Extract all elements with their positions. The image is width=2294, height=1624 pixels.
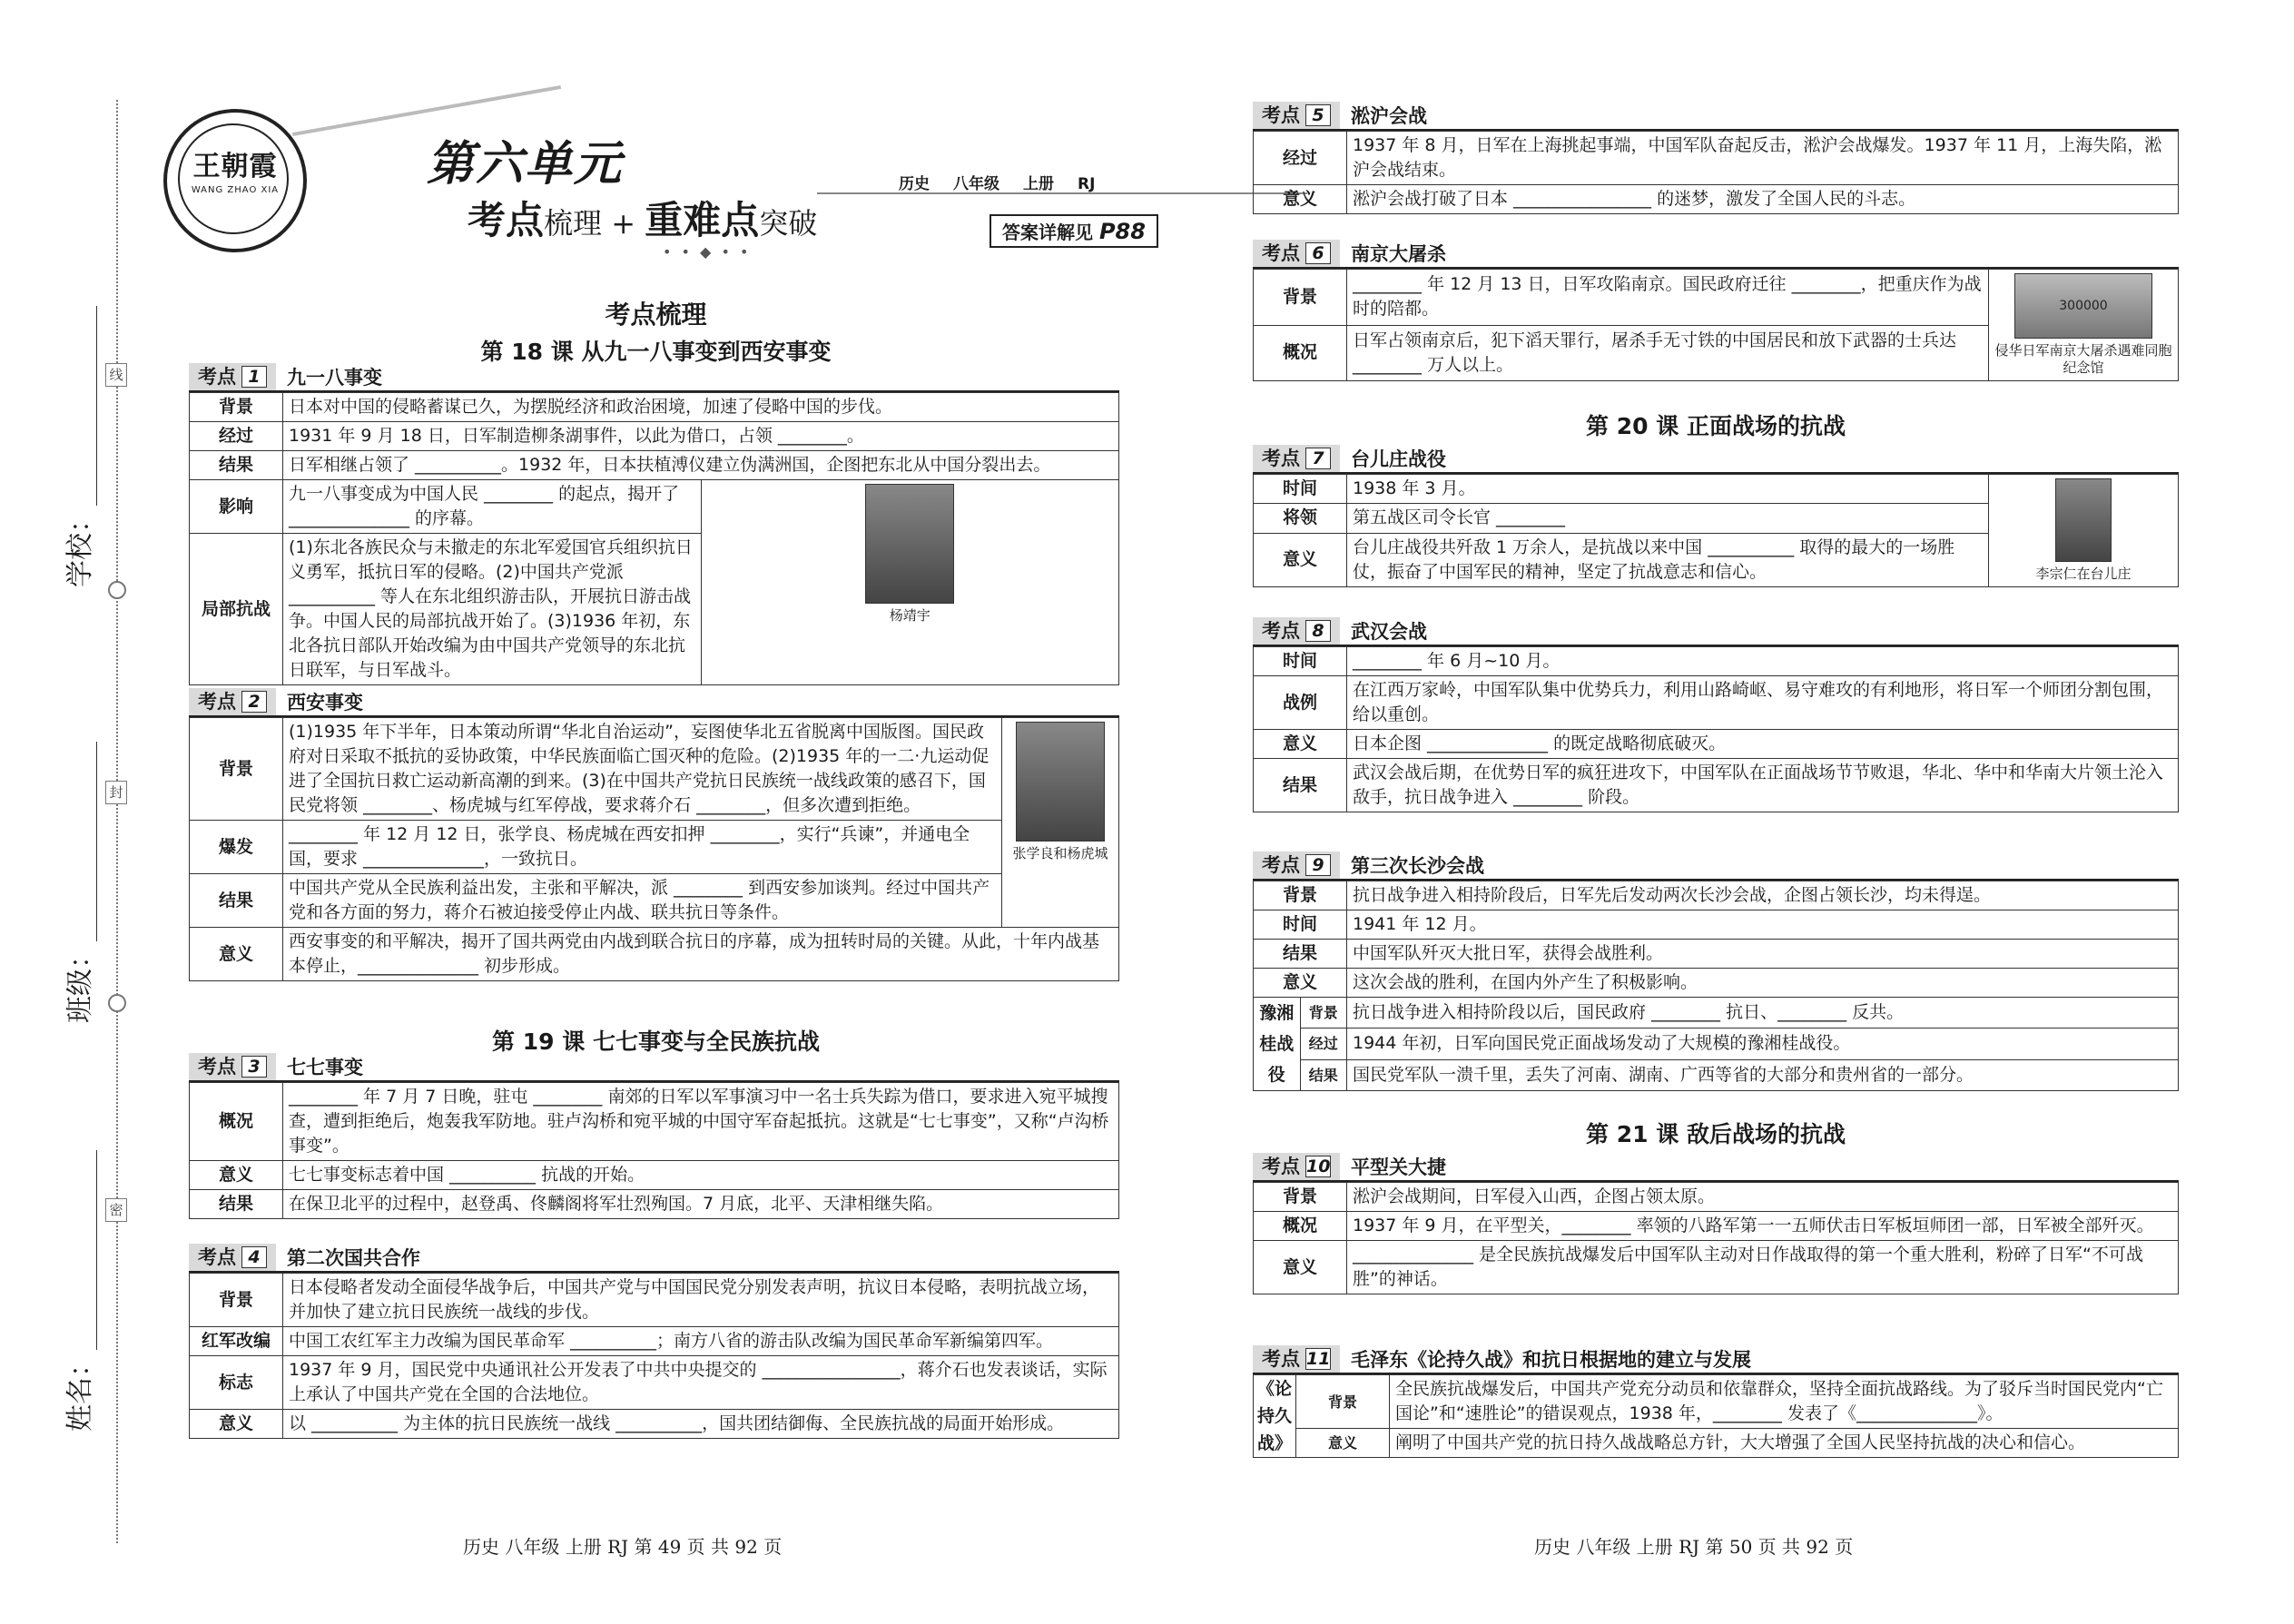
- kp-2: 考点 2 西安事变 背景 (1)1935 年下半年，日本策动所谓“华北自治运动”，妄图使华北五省脱离中国版图。国民政府对日采取不抵抗的妥协政策，中华民族面临亡国灭种的危险。(2)1935 年的一二·九运动促进了全国抗日救亡运动新高潮的到来。(3)在中国共产党抗日民族统一战线政策的感召下，国民党将领 ________、杨虎城与红军停战，要求蒋介石 ________，但多次遭到拒绝。 张学良和杨虎城 爆发 ________ 年 12 月 12 日，张学良、杨虎城在西安扣押 ________，实行“兵谏”，并通电全国，要求 ______________，一致抗日。 结果 中国共产党从全民族利益出发，主张和平解决，派 ________ 到西安参加谈判。经过中国共产党和各方面的努力，蒋介石被迫接受停止内战、联共抗日等条件。 意义 西安事变的和平解决，揭开了国共两党由内战到联合抗日的序幕，成为扭转时局的关键。从此，十年内战基本停止，______________ 初步形成。: [189, 688, 1119, 981]
- kp-10-title: 平型关大捷: [1351, 1156, 1446, 1178]
- kp-3-table: 概况 ________ 年 7 月 7 日晚，驻屯 ________ 南郊的日军以军事演习中一名士兵失踪为借口，要求进入宛平城搜查，遭到拒绝后，炮轰我军防地。驻卢沟桥和宛平城的中国守军奋起抵抗。这就是“七七事变”，又称“卢沟桥事变”。 意义 七七事变标志着中国 __________ 抗战的开始。 结果 在保卫北平的过程中，赵登禹、佟麟阁将军壮烈殉国。7 月底，北平、天津相继失陷。: [189, 1082, 1119, 1219]
- kp-8-table: 时间 ________ 年 6 月~10 月。 战例 在江西万家岭，中国军队集中优势兵力，利用山路崎岖、易守难攻的有利地形，将日军一个师团分割包围，给以重创。 意义 日本企图 ______________ 的既定战略彻底破灭。 结果 武汉会战后期，在优势日军的疯狂进攻下，中国军队在正面战场节节败退，华北、华中和华南大片领土沦入敌手，抗日战争进入 ________ 阶段。: [1253, 646, 2179, 812]
- kp-11-table: 《论持久战》 背景 全民族抗战爆发后，中国共产党充分动员和依靠群众，坚持全面抗战路线。为了驳斥当时国民党内“亡国论”和“速胜论”的错误观点，1938 年，________ 发表了《______________》。 意义 阐明了中国共产党的抗日持久战战略总方针，大大增强了全国人民坚持抗战的决心和信心。: [1253, 1374, 2179, 1458]
- binding-margin: [0, 0, 136, 1624]
- kp-7-title: 台儿庄战役: [1351, 448, 1446, 470]
- kp-2-table: 背景 (1)1935 年下半年，日本策动所谓“华北自治运动”，妄图使华北五省脱离中国版图。国民政府对日采取不抵抗的妥协政策，中华民族面临亡国灭种的危险。(2)1935 年的一二·九运动促进了全国抗日救亡运动新高潮的到来。(3)在中国共产党抗日民族统一战线政策的感召下，国民党将领 ________、杨虎城与红军停战，要求蒋介石 ________，但多次遭到拒绝。 张学良和杨虎城 爆发 ________ 年 12 月 12 日，张学良、杨虎城在西安扣押 ________，实行“兵谏”，并通电全国，要求 ______________，一致抗日。 结果 中国共产党从全民族利益出发，主张和平解决，派 ________ 到西安参加谈判。经过中国共产党和各方面的努力，蒋介石被迫接受停止内战、联共抗日等条件。 意义 西安事变的和平解决，揭开了国共两党由内战到联合抗日的序幕，成为扭转时局的关键。从此，十年内战基本停止，______________ 初步形成。: [189, 717, 1119, 981]
- kp-3-title: 七七事变: [287, 1057, 363, 1078]
- photo-yang-jingyu: 杨靖宇: [701, 480, 1119, 685]
- lesson-19-title: 第 19 课 七七事变与全民族抗战: [492, 1029, 820, 1055]
- kp-9: 考点 9 第三次长沙会战 背景 抗日战争进入相持阶段后，日军先后发动两次长沙会战，企图占领长沙，均未得逞。 时间 1941 年 12 月。 结果 中国军队歼灭大批日军，获得会战胜利。 意义 这次会战的胜利，在国内外产生了积极影响。 豫湘桂战役 背景 抗日战争进入相持阶段以后，国民政府 ________ 抗日、________ 反共。 经过 1944 年初，日军向国民党正面战场发动了大规模的豫湘桂战役。 结果 国民党军队一溃千里，丢失了河南、湖南、广西等省的大部分和贵州省的一部分。: [1253, 851, 2179, 1091]
- binding-dotted-line: [116, 100, 118, 1543]
- kp-7-table: 时间 1938 年 3 月。 李宗仁在台儿庄 将领 第五战区司令长官 ________ 意义 台儿庄战役共歼敌 1 万余人，是抗战以来中国 __________ 取得的最大的一场胜仗，振奋了中国军民的精神，坚定了抗战意志和信心。: [1253, 474, 2179, 587]
- photo-li-zongren: 李宗仁在台儿庄: [1989, 475, 2179, 587]
- binding-circle-1: [108, 581, 126, 599]
- brand-logo: 王朝霞 WANG ZHAO XIA: [163, 109, 307, 252]
- name-field: 姓名：: [57, 1150, 97, 1432]
- class-field: 班级：: [57, 742, 97, 1023]
- kp-4-title: 第二次国共合作: [287, 1247, 420, 1269]
- kp-11-title: 毛泽东《论持久战》和抗日根据地的建立与发展: [1351, 1349, 1751, 1371]
- dots-decoration: • • ◆ • •: [663, 243, 752, 261]
- photo-zhang-yang: 张学良和杨虎城: [1002, 718, 1119, 928]
- kp-6-title: 南京大屠杀: [1351, 243, 1446, 265]
- kp-8-title: 武汉会战: [1351, 621, 1427, 643]
- kp-5-table: 经过 1937 年 8 月，日军在上海挑起事端，中国军队奋起反击，淞沪会战爆发。1937 年 11 月，上海失陷，淞沪会战结束。 意义 淞沪会战打破了日本 ________________ 的迷梦，激发了全国人民的斗志。: [1253, 131, 2179, 214]
- kp-8: 考点 8 武汉会战 时间 ________ 年 6 月~10 月。 战例 在江西万家岭，中国军队集中优势兵力，利用山路崎岖、易守难攻的有利地形，将日军一个师团分割包围，给以重创。 意义 日本企图 ______________ 的既定战略彻底破灭。 结果 武汉会战后期，在优势日军的疯狂进攻下，中国军队在正面战场节节败退，华北、华中和华南大片领土沦入敌手，抗日战争进入 ________ 阶段。: [1253, 617, 2179, 812]
- kp-5-title: 淞沪会战: [1351, 105, 1427, 127]
- unit-title: 第六单元: [427, 136, 624, 192]
- kp-7: 考点 7 台儿庄战役 时间 1938 年 3 月。 李宗仁在台儿庄 将领 第五战区司令长官 ________ 意义 台儿庄战役共歼敌 1 万余人，是抗战以来中国 __________ 取得的最大的一场胜仗，振奋了中国军民的精神，坚定了抗战意志和信心。: [1253, 445, 2179, 587]
- footer-right: 历史 八年级 上册 RJ 第 50 页 共 92 页: [1534, 1536, 1854, 1558]
- lesson-21-title: 第 21 课 敌后战场的抗战: [1586, 1121, 1846, 1147]
- kp-2-title: 西安事变: [287, 692, 363, 714]
- answer-reference: 答案详解见 P88: [989, 214, 1158, 248]
- photo-nanjing-memorial: 300000 侵华日军南京大屠杀遇难同胞纪念馆: [1989, 270, 2179, 381]
- book-meta: 历史 八年级 上册 RJ: [899, 175, 1096, 193]
- kp-6: 考点 6 南京大屠杀 背景 ________ 年 12 月 13 日，日军攻陷南京。国民政府迁往 ________，把重庆作为战时的陪都。 300000 侵华日军南京大屠杀遇难同胞纪念馆 概况 日军占领南京后，犯下滔天罪行，屠杀手无寸铁的中国居民和放下武器的士兵达 ________ 万人以上。: [1253, 240, 2179, 381]
- page-header: [154, 91, 1157, 272]
- kp-6-table: 背景 ________ 年 12 月 13 日，日军攻陷南京。国民政府迁往 ________，把重庆作为战时的陪都。 300000 侵华日军南京大屠杀遇难同胞纪念馆 概况 日军占领南京后，犯下滔天罪行，屠杀手无寸铁的中国居民和放下武器的士兵达 ________ 万人以上。: [1253, 269, 2179, 381]
- kp-9-title: 第三次长沙会战: [1351, 855, 1484, 877]
- kp-1: 考点 1 九一八事变 背景 日本对中国的侵略蓄谋已久，为摆脱经济和政治困境，加速了侵略中国的步伐。 经过 1931 年 9 月 18 日，日军制造柳条湖事件，以此为借口，占领 ________。 结果 日军相继占领了 __________。1932 年，日本扶植溥仪建立伪满洲国，企图把东北从中国分裂出去。 影响 九一八事变成为中国人民 ________ 的起点，揭开了 ______________ 的序幕。 杨靖宇 局部抗战 (1)东北各族民众与未撤走的东北军爱国官兵组织抗日义勇军，抵抗日军的侵略。(2)中国共产党派 __________ 等人在东北组织游击队，开展抗日游击战争。中国人民的局部抗战开始了。(3)1936 年初，东北各抗日部队开始改编为由中国共产党领导的东北抗日联军，与日军战斗。: [189, 363, 1119, 685]
- kp-10: 考点 10 平型关大捷 背景 淞沪会战期间，日军侵入山西，企图占领太原。 概况 1937 年 9 月，在平型关，________ 率领的八路军第一一五师伏击日军板垣师团一部，日军被全部歼灭。 意义 ______________ 是全民族抗战爆发后中国军队主动对日作战取得的第一个重大胜利，粉碎了日军“不可战胜”的神话。: [1253, 1153, 2179, 1294]
- kp-1-table: 背景 日本对中国的侵略蓄谋已久，为摆脱经济和政治困境，加速了侵略中国的步伐。 经过 1931 年 9 月 18 日，日军制造柳条湖事件，以此为借口，占领 ________。 结果 日军相继占领了 __________。1932 年，日本扶植溥仪建立伪满洲国，企图把东北从中国分裂出去。 影响 九一八事变成为中国人民 ________ 的起点，揭开了 ______________ 的序幕。 杨靖宇 局部抗战 (1)东北各族民众与未撤走的东北军爱国官兵组织抗日义勇军，抵抗日军的侵略。(2)中国共产党派 __________ 等人在东北组织游击队，开展抗日游击战争。中国人民的局部抗战开始了。(3)1936 年初，东北各抗日部队开始改编为由中国共产党领导的东北抗日联军，与日军战斗。: [189, 392, 1119, 685]
- kp-4: 考点 4 第二次国共合作 背景 日本侵略者发动全面侵华战争后，中国共产党与中国国民党分别发表声明，抗议日本侵略，表明抗战立场，并加快了建立抗日民族统一战线的步伐。 红军改编 中国工农红军主力改编为国民革命军 __________；南方八省的游击队改编为国民革命军新编第四军。 标志 1937 年 9 月，国民党中央通讯社公开发表了中共中央提交的 ________________，蒋介石也发表谈话，实际上承认了中国共产党在全国的合法地位。 意义 以 __________ 为主体的抗日民族统一战线 __________，国共团结御侮、全民族抗战的局面开始形成。: [189, 1244, 1119, 1439]
- kp-4-table: 背景 日本侵略者发动全面侵华战争后，中国共产党与中国国民党分别发表声明，抗议日本侵略，表明抗战立场，并加快了建立抗日民族统一战线的步伐。 红军改编 中国工农红军主力改编为国民革命军 __________；南方八省的游击队改编为国民革命军新编第四军。 标志 1937 年 9 月，国民党中央通讯社公开发表了中共中央提交的 ________________，蒋介石也发表谈话，实际上承认了中国共产党在全国的合法地位。 意义 以 __________ 为主体的抗日民族统一战线 __________，国共团结御侮、全民族抗战的局面开始形成。: [189, 1273, 1119, 1439]
- yuxianggui-label: 豫湘桂战役: [1254, 998, 1301, 1091]
- kp-11: 考点 11 毛泽东《论持久战》和抗日根据地的建立与发展 《论持久战》 背景 全民族抗战爆发后，中国共产党充分动员和依靠群众，坚持全面抗战路线。为了驳斥当时国民党内“亡国论”和“速胜论”的错误观点，1938 年，________ 发表了《______________》。 意义 阐明了中国共产党的抗日持久战战略总方针，大大增强了全国人民坚持抗战的决心和信心。: [1253, 1345, 2179, 1458]
- binding-mark-feng: 封: [105, 781, 127, 804]
- binding-mark-xian: 线: [105, 363, 127, 387]
- footer-left: 历史 八年级 上册 RJ 第 49 页 共 92 页: [463, 1536, 783, 1558]
- kp-1-title: 九一八事变: [287, 367, 382, 389]
- binding-circle-2: [108, 994, 126, 1012]
- section-title: 考点梳理: [605, 300, 707, 330]
- lun-chijiuzhan-label: 《论持久战》: [1254, 1375, 1296, 1458]
- kp-3: 考点 3 七七事变 概况 ________ 年 7 月 7 日晚，驻屯 ________ 南郊的日军以军事演习中一名士兵失踪为借口，要求进入宛平城搜查，遭到拒绝后，炮轰我军防地。驻卢沟桥和宛平城的中国守军奋起抵抗。这就是“七七事变”，又称“卢沟桥事变”。 意义 七七事变标志着中国 __________ 抗战的开始。 结果 在保卫北平的过程中，赵登禹、佟麟阁将军壮烈殉国。7 月底，北平、天津相继失陷。: [189, 1053, 1119, 1219]
- kp-10-table: 背景 淞沪会战期间，日军侵入山西，企图占领太原。 概况 1937 年 9 月，在平型关，________ 率领的八路军第一一五师伏击日军板垣师团一部，日军被全部歼灭。 意义 ______________ 是全民族抗战爆发后中国军队主动对日作战取得的第一个重大胜利，粉碎了日军“不可战胜”的神话。: [1253, 1182, 2179, 1294]
- lesson-18-title: 第 18 课 从九一八事变到西安事变: [480, 339, 832, 365]
- binding-mark-mi: 密: [105, 1198, 127, 1222]
- unit-subtitle: 考点梳理 + 重难点突破: [468, 198, 818, 242]
- lesson-20-title: 第 20 课 正面战场的抗战: [1586, 413, 1846, 439]
- kp-9-table: 背景 抗日战争进入相持阶段后，日军先后发动两次长沙会战，企图占领长沙，均未得逞。 时间 1941 年 12 月。 结果 中国军队歼灭大批日军，获得会战胜利。 意义 这次会战的胜利，在国内外产生了积极影响。 豫湘桂战役 背景 抗日战争进入相持阶段以后，国民政府 ________ 抗日、________ 反共。 经过 1944 年初，日军向国民党正面战场发动了大规模的豫湘桂战役。 结果 国民党军队一溃千里，丢失了河南、湖南、广西等省的大部分和贵州省的一部分。: [1253, 881, 2179, 1091]
- header-divider: [817, 192, 1307, 194]
- school-field: 学校：: [57, 306, 97, 587]
- kp-5: 考点 5 淞沪会战 经过 1937 年 8 月，日军在上海挑起事端，中国军队奋起反击，淞沪会战爆发。1937 年 11 月，上海失陷，淞沪会战结束。 意义 淞沪会战打破了日本 ________________ 的迷梦，激发了全国人民的斗志。: [1253, 102, 2179, 214]
